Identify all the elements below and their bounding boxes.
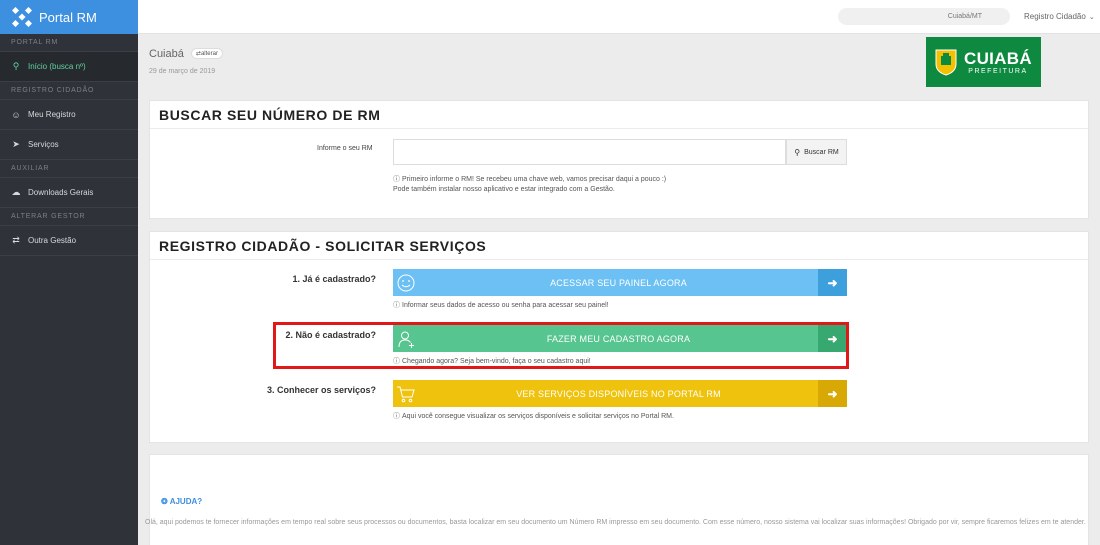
access-panel-label: ACESSAR SEU PAINEL AGORA	[550, 277, 687, 288]
sidebar-item-label: Downloads Gerais	[28, 188, 94, 197]
section-alterar-gestor: ALTERAR GESTOR	[0, 208, 138, 226]
section-portal-rm: PORTAL RM	[0, 34, 138, 52]
info-circle-icon: ⓘ	[393, 302, 400, 309]
sidebar-item-label: Outra Gestão	[28, 236, 77, 245]
user-menu[interactable]	[1024, 12, 1095, 21]
sidebar	[0, 0, 138, 545]
search-help-text-1: Primeiro informe o RM! Se recebeu uma chave web, vamos precisar daqui a pouco :)	[401, 176, 667, 183]
top-bar	[138, 0, 1100, 34]
section-registro-cidadao: REGISTRO CIDADÃO	[0, 82, 138, 100]
rm-input[interactable]	[393, 139, 786, 165]
alterar-button[interactable]	[191, 48, 223, 59]
search-help-line-1	[393, 175, 666, 185]
search-icon: ⚲	[794, 147, 801, 157]
search-help-line-2: Pode também instalar nosso aplicativo e estar integrado com a Gestão.	[393, 186, 615, 193]
user-add-icon	[393, 325, 419, 352]
page-header	[138, 34, 1100, 92]
access-panel-note-text: Informar seus dados de acesso ou senha para acessar seu painel!	[402, 302, 609, 309]
rm-input-label: Informe o seu RM	[317, 145, 373, 152]
portal-logo-icon	[12, 7, 32, 27]
sidebar-item-label: Início (busca nº)	[28, 62, 86, 71]
sidebar-item-inicio[interactable]	[0, 52, 138, 82]
search-rm-button[interactable]	[786, 139, 847, 165]
view-services-note-text: Aqui você consegue visualizar os serviços disponíveis e solicitar serviços no Portal RM.	[402, 413, 674, 420]
alterar-label: alterar	[200, 51, 218, 57]
view-services-label: VER SERVIÇOS DISPONÍVEIS NO PORTAL RM	[516, 388, 721, 399]
sidebar-item-downloads[interactable]	[0, 178, 138, 208]
help-panel	[145, 454, 1089, 545]
user-circle-icon: ☺	[11, 109, 21, 120]
sidebar-item-label: Meu Registro	[28, 110, 76, 119]
location-pill[interactable]: Cuiabá/MT	[838, 8, 1010, 25]
search-help	[393, 175, 666, 195]
crest-icon	[934, 48, 958, 76]
sidebar-item-outra-gestao[interactable]	[0, 226, 138, 256]
info-circle-icon: ⓘ	[393, 413, 400, 420]
view-services-button[interactable]	[393, 380, 847, 407]
logo-main: CUIABÁ	[964, 48, 1032, 68]
section-auxiliar: AUXILIAR	[0, 160, 138, 178]
register-now-note-text: Chegando agora? Seja bem-vindo, faça o seu cadastro aqui!	[402, 358, 591, 365]
view-services-note	[393, 411, 674, 421]
cart-icon	[393, 380, 419, 407]
register-now-button[interactable]	[393, 325, 847, 352]
access-panel-note	[393, 300, 609, 310]
info-circle-icon: ⓘ	[393, 176, 402, 183]
register-now-label: FAZER MEU CADASTRO AGORA	[546, 333, 691, 344]
sidebar-item-label: Serviços	[28, 140, 59, 149]
row-label-nao-cadastrado: 2. Não é cadastrado?	[285, 330, 376, 340]
access-panel-button[interactable]	[393, 269, 847, 296]
search-rm-button-label: Buscar RM	[804, 148, 839, 156]
arrow-right-icon: ➜	[818, 269, 847, 296]
arrow-right-icon: ➜	[818, 380, 847, 407]
row-label-conhecer-servicos: 3. Conhecer os serviços?	[266, 385, 376, 395]
help-title-text: AJUDA?	[169, 497, 203, 506]
help-title	[161, 497, 202, 506]
brand[interactable]	[0, 0, 138, 34]
search-icon: ⚲	[12, 61, 20, 71]
logo-sub: PREFEITURA	[968, 67, 1028, 75]
download-cloud-icon: ☁	[11, 187, 21, 197]
logo-text	[964, 50, 1032, 75]
brand-title: Portal RM	[39, 9, 97, 25]
exchange-icon: ⇄	[195, 51, 201, 57]
help-circle-icon: ❂	[161, 497, 168, 506]
page-title	[149, 48, 223, 60]
city-logo	[926, 37, 1041, 87]
info-circle-icon: ⓘ	[393, 358, 400, 365]
register-now-note	[393, 356, 591, 366]
smile-icon	[393, 269, 419, 296]
exchange-icon: ⇄	[12, 235, 20, 245]
city-name: Cuiabá	[149, 48, 184, 60]
search-panel-title: BUSCAR SEU NÚMERO DE RM	[150, 101, 1088, 129]
register-panel	[149, 231, 1089, 443]
current-date: 29 de março de 2019	[149, 68, 216, 75]
arrow-right-icon: ➜	[818, 325, 847, 352]
sidebar-item-servicos[interactable]	[0, 130, 138, 160]
rocket-icon: ➤	[12, 139, 20, 149]
sidebar-item-meu-registro[interactable]	[0, 100, 138, 130]
register-panel-title: REGISTRO CIDADÃO - SOLICITAR SERVIÇOS	[150, 232, 1088, 260]
user-menu-label: Registro Cidadão	[1024, 12, 1086, 21]
row-label-ja-cadastrado: 1. Já é cadastrado?	[292, 274, 376, 284]
help-text: Olá, aqui podemos te fornecer informações em tempo real sobre seus processos ou documentos, basta localizar em seu documento um Número RM impresso em seu documento. Com esse número, nosso sistema vai localizar suas informações! Obrigado por vir, sempre ficaremos felizes em te atender.	[145, 519, 1086, 526]
search-panel	[149, 100, 1089, 219]
chevron-down-icon: ⌄	[1088, 14, 1095, 21]
